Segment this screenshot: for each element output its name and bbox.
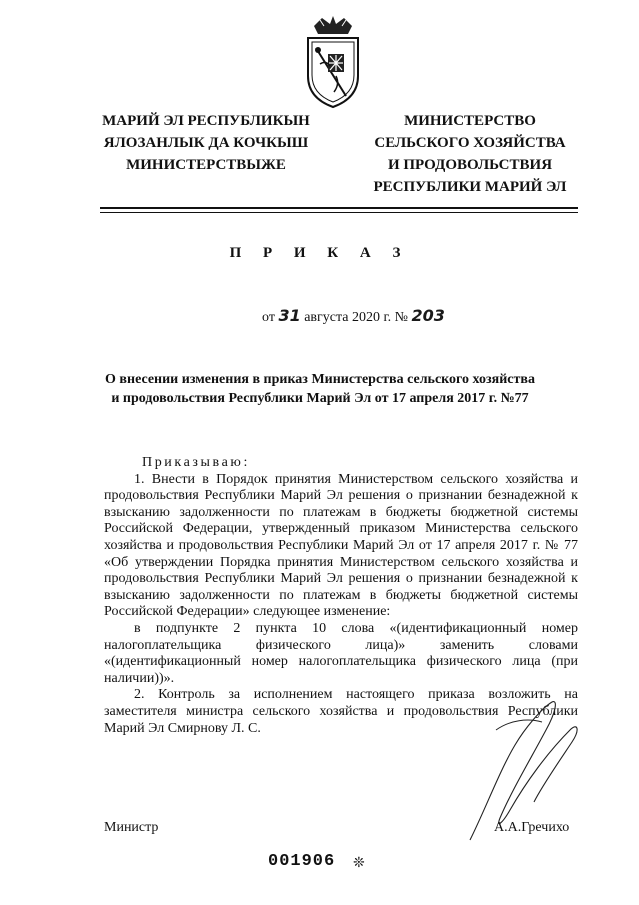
header-left-block bbox=[92, 110, 320, 176]
signatory-title: Министр bbox=[104, 820, 159, 835]
header-rule-thick bbox=[100, 207, 578, 209]
form-serial-number: 001906 bbox=[268, 852, 336, 871]
subject-line: О внесении изменения в приказ Министерства сельского хозяйства bbox=[105, 372, 535, 387]
document-type-title: П Р И К А З bbox=[229, 245, 410, 261]
subject-line: и продовольствия Республики Марий Эл от 17 апреля 2017 г. №77 bbox=[111, 391, 529, 406]
header-left-line: МИНИСТЕРСТВЫЖЕ bbox=[126, 157, 286, 173]
header-right-block bbox=[350, 110, 590, 198]
order-subject bbox=[60, 370, 580, 408]
header-left-line: ЯЛОЗАНЛЫК ДА КОЧКЫШ bbox=[103, 135, 309, 151]
header-rule-thin bbox=[100, 212, 578, 213]
signatory-name: А.А.Гречихо bbox=[494, 820, 570, 835]
order-lead: Приказываю: bbox=[142, 455, 250, 470]
header-right-line: РЕСПУБЛИКИ МАРИЙ ЭЛ bbox=[373, 179, 567, 195]
header-right-line: И ПРОДОВОЛЬСТВИЯ bbox=[387, 157, 553, 173]
date-line bbox=[262, 306, 445, 326]
header-left-line: МАРИЙ ЭЛ РЕСПУБЛИКЫН bbox=[102, 113, 310, 129]
date-prefix: от bbox=[262, 310, 275, 325]
order-paragraph-1a: в подпункте 2 пункта 10 слова «(идентификационный номер налогоплательщика физического лица)» заменить словами «(идентификационный номер налогоплательщика физического лица (при наличии))». bbox=[104, 620, 578, 686]
date-day-handwritten: 31 bbox=[278, 306, 301, 325]
order-paragraph-1: 1. Внести в Порядок принятия Министерством сельского хозяйства и продовольствия Республики Марий Эл решения о признании безнадежной к взысканию задолженности по платежам в бюджеты бюджетной системы Российской Федерации, утвержденный приказом Министерства сельского хозяйства и продовольствия Республики Марий Эл от 17 апреля 2017 г. № 77 «Об утверждении Порядка принятия Министерством сельского хозяйства и продовольствия Республики Марий Эл решения о признании безнадежной к взысканию задолженности по платежам в бюджеты бюджетной системы Российской Федерации» следующее изменение: bbox=[104, 471, 578, 620]
coat-of-arms-emblem bbox=[300, 14, 366, 110]
order-paragraph-2: 2. Контроль за исполнением настоящего приказа возложить на заместителя министра сельского хозяйства и продовольствия Республики Марий Эл Смирнову Л. С. bbox=[104, 687, 578, 736]
date-month-year: августа 2020 г. № bbox=[304, 310, 409, 325]
header-right-line: МИНИСТЕРСТВО bbox=[404, 113, 536, 129]
order-number-handwritten: 203 bbox=[411, 306, 445, 325]
header-right-line: СЕЛЬСКОГО ХОЗЯЙСТВА bbox=[374, 135, 566, 151]
serial-ornament-icon: ❊ bbox=[353, 856, 365, 871]
